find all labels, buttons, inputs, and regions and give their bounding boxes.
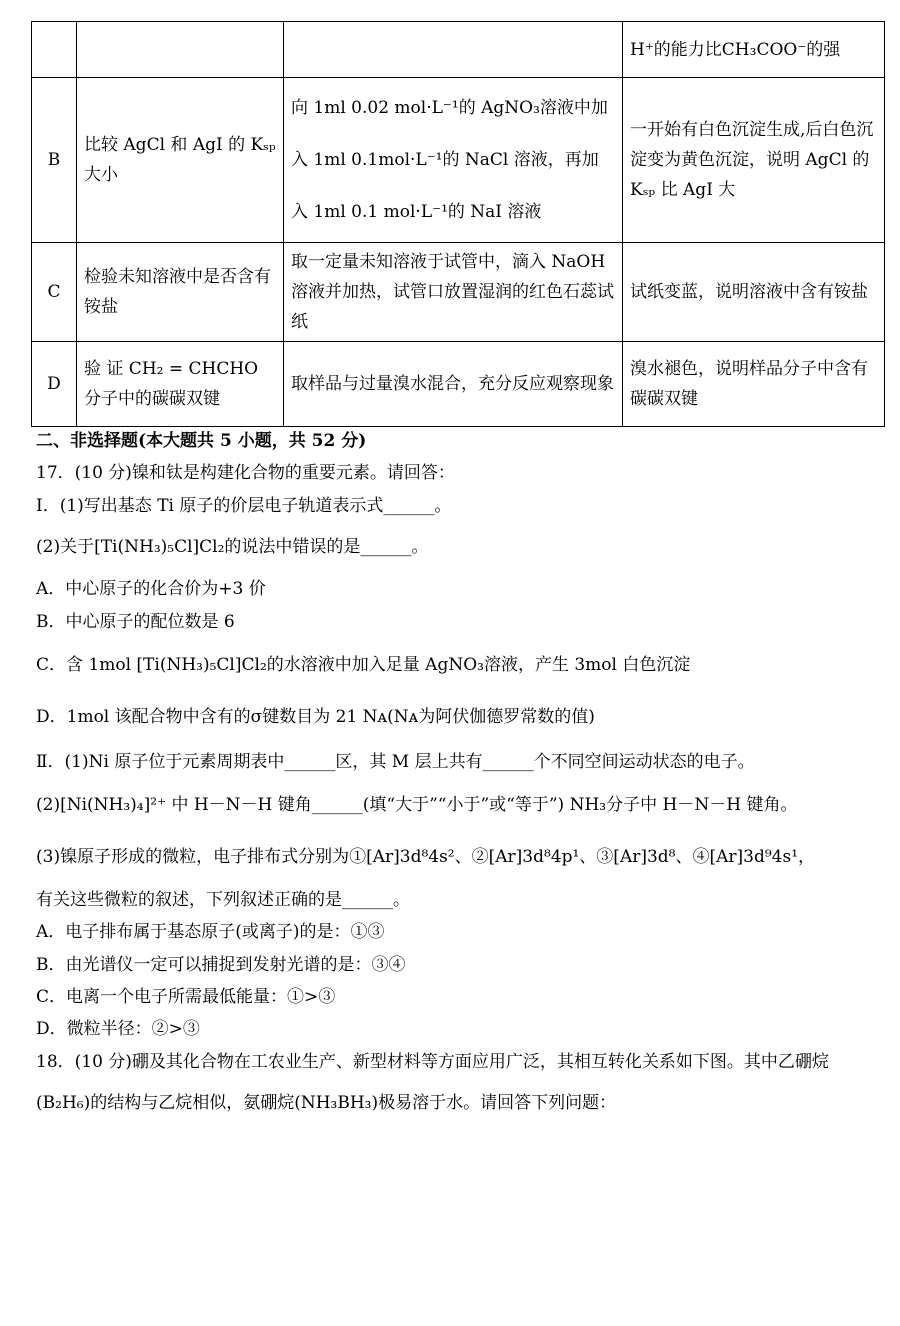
section-title: 二、非选择题(本大题共 5 小题，共 52 分) (36, 431, 367, 451)
question-line: Ⅱ．(1)Ni 原子位于元素周期表中______区，其 M 层上共有______个不同空间运动状态的电子。 (36, 752, 755, 772)
operation-cell: 向 1ml 0.02 mol·L⁻¹的 AgNO₃溶液中加入 1ml 0.1mol·L⁻¹的 NaCl 溶液，再加入 1ml 0.1 mol·L⁻¹的 NaI 溶液 (284, 78, 623, 243)
question-line: (2)[Ni(NH₃)₄]²⁺ 中 H－N－H 键角______(填“大于”“小于”或“等于”) NH₃分子中 H－N－H 键角。 (36, 795, 798, 815)
purpose-cell: 检验未知溶液中是否含有铵盐 (77, 243, 284, 342)
conclusion-cell: 一开始有白色沉淀生成,后白色沉淀变为黄色沉淀，说明 AgCl 的 Kₛₚ 比 AgI 大 (623, 78, 885, 243)
operation-cell: 取一定量未知溶液于试管中，滴入 NaOH 溶液并加热，试管口放置湿润的红色石蕊试纸 (284, 243, 623, 342)
operation-cell: 取样品与过量溴水混合，充分反应观察现象 (284, 342, 623, 427)
conclusion-cell: 溴水褪色，说明样品分子中含有碳碳双键 (623, 342, 885, 427)
option-cell: B (32, 78, 77, 243)
operation-cell (284, 22, 623, 78)
question-line: A．中心原子的化合价为+3 价 (36, 579, 266, 599)
purpose-cell: 验 证 CH₂ = CHCHO 分子中的碳碳双键 (77, 342, 284, 427)
question-line: D．微粒半径：②>③ (36, 1019, 200, 1039)
question-line: C．含 1mol [Ti(NH₃)₅Cl]Cl₂的水溶液中加入足量 AgNO₃溶液，产生 3mol 白色沉淀 (36, 655, 691, 675)
question-line: D．1mol 该配合物中含有的σ键数目为 21 Nᴀ(Nᴀ为阿伏伽德罗常数的值) (36, 707, 595, 727)
question-line: Ⅰ．(1)写出基态 Ti 原子的价层电子轨道表示式______。 (36, 496, 452, 516)
option-cell: D (32, 342, 77, 427)
question-line: (B₂H₆)的结构与乙烷相似，氨硼烷(NH₃BH₃)极易溶于水。请回答下列问题： (36, 1093, 617, 1113)
table-row (32, 243, 885, 342)
question-line: 有关这些微粒的叙述，下列叙述正确的是______。 (36, 890, 410, 910)
question-line: (3)镍原子形成的微粒，电子排布式分别为①[Ar]3d⁸4s²、②[Ar]3d⁸4p¹、③[Ar]3d⁸、④[Ar]3d⁹4s¹， (36, 847, 816, 867)
table-row (32, 78, 885, 243)
question-line: 18．(10 分)硼及其化合物在工农业生产、新型材料等方面应用广泛，其相互转化关系如下图。其中乙硼烷 (36, 1052, 829, 1072)
purpose-cell (77, 22, 284, 78)
question-line: B．中心原子的配位数是 6 (36, 612, 235, 632)
option-cell (32, 22, 77, 78)
table-row (32, 22, 885, 78)
question-line: (2)关于[Ti(NH₃)₅Cl]Cl₂的说法中错误的是______。 (36, 537, 429, 557)
question-line: C．电离一个电子所需最低能量：①>③ (36, 987, 336, 1007)
purpose-cell: 比较 AgCl 和 AgI 的 Kₛₚ 大小 (77, 78, 284, 243)
option-cell: C (32, 243, 77, 342)
experiment-table (31, 21, 885, 427)
question-line: A．电子排布属于基态原子(或离子)的是：①③ (36, 922, 385, 942)
question-line: B．由光谱仪一定可以捕捉到发射光谱的是：③④ (36, 955, 406, 975)
conclusion-cell: 试纸变蓝，说明溶液中含有铵盐 (623, 243, 885, 342)
conclusion-cell: H⁺的能力比CH₃COO⁻的强 (623, 22, 885, 78)
table-row (32, 342, 885, 427)
question-line: 17．(10 分)镍和钛是构建化合物的重要元素。请回答： (36, 463, 455, 483)
